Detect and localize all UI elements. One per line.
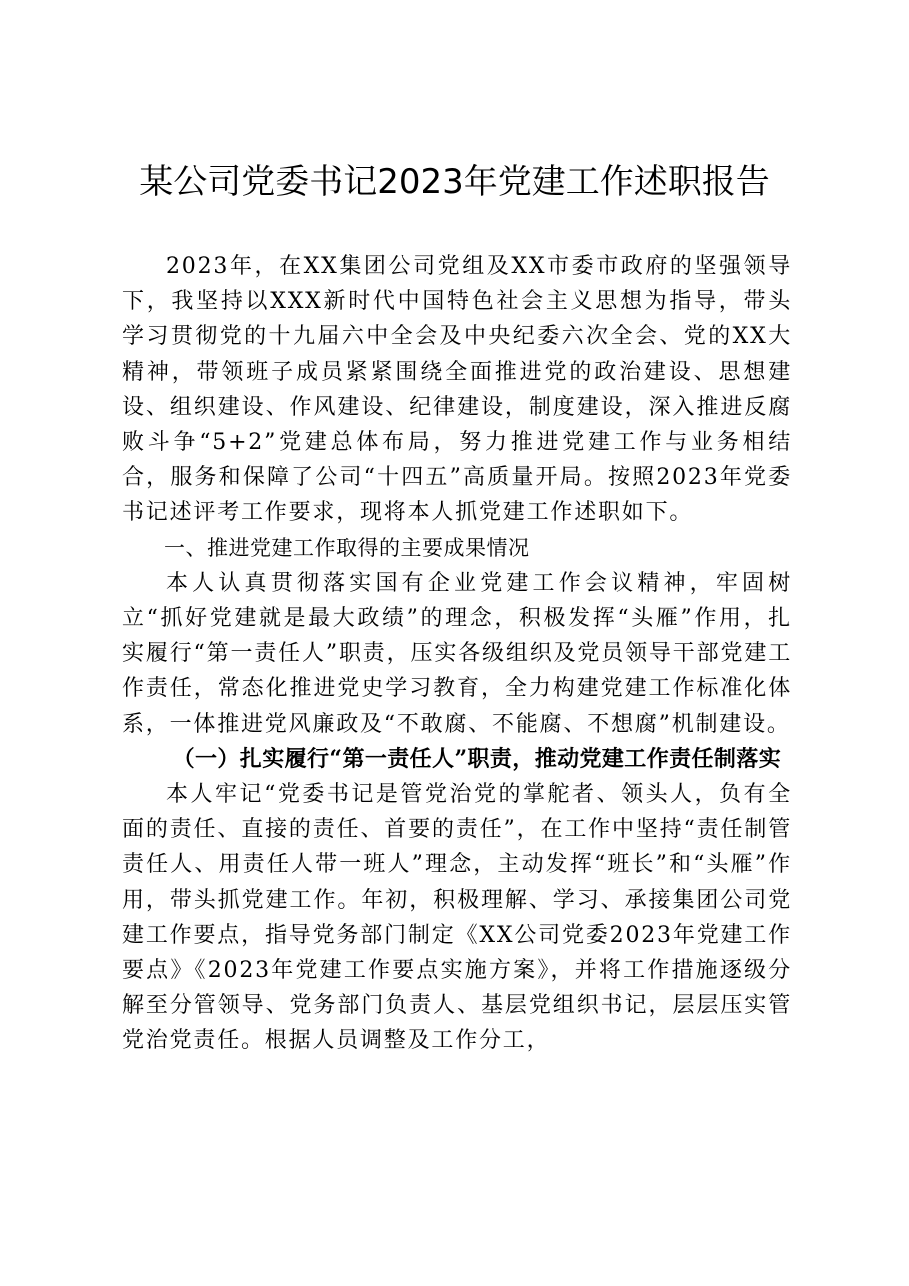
subsection-heading-1: （一）扎实履行“第一责任人”职责，推动党建工作责任制落实 <box>172 745 782 772</box>
document-title: 某公司党委书记2023年党建工作述职报告 <box>139 162 770 202</box>
document-body <box>122 249 792 1059</box>
intro-paragraph: 2023年，在XX集团公司党组及XX市委市政府的坚强领导下，我坚持以XXX新时代中国特色社会主义思想为指导，带头学习贯彻党的十九届六中全会及中央纪委六次全会、党的XX大精神，带领班子成员紧紧围绕全面推进党的政治建设、思想建设、组织建设、作风建设、纪律建设，制度建设，深入推进反腐败斗争“5+2”党建总体布局，努力推进党建工作与业务相结合，服务和保障了公司“十四五”高质量开局。按照2023年党委书记述评考工作要求，现将本人抓党建工作述职如下。 <box>122 254 792 526</box>
subsection-1-paragraph: 本人牢记“党委书记是管党治党的掌舵者、领头人，负有全面的责任、直接的责任、首要的责任”，在工作中坚持“责任制管责任人、用责任人带一班人”理念，主动发挥“班长”和“头雁”作用，带头抓党建工作。年初，积极理解、学习、承接集团公司党建工作要点，指导党务部门制定《XX公司党委2023年党建工作要点》《2023年党建工作要点实施方案》，并将工作措施逐级分解至分管领导、党务部门负责人、基层党组织书记，层层压实管党治党责任。根据人员调整及工作分工， <box>122 782 792 1054</box>
section-heading-1: 一、推进党建工作取得的主要成果情况 <box>164 535 530 560</box>
section-1-paragraph: 本人认真贯彻落实国有企业党建工作会议精神，牢固树立“抓好党建就是最大政绩”的理念，积极发挥“头雁”作用，扎实履行“第一责任人”职责，压实各级组织及党员领导干部党建工作责任，常态化推进党史学习教育，全力构建党建工作标准化体系，一体推进党风廉政及“不敢腐、不能腐、不想腐”机制建设。 <box>122 570 792 737</box>
